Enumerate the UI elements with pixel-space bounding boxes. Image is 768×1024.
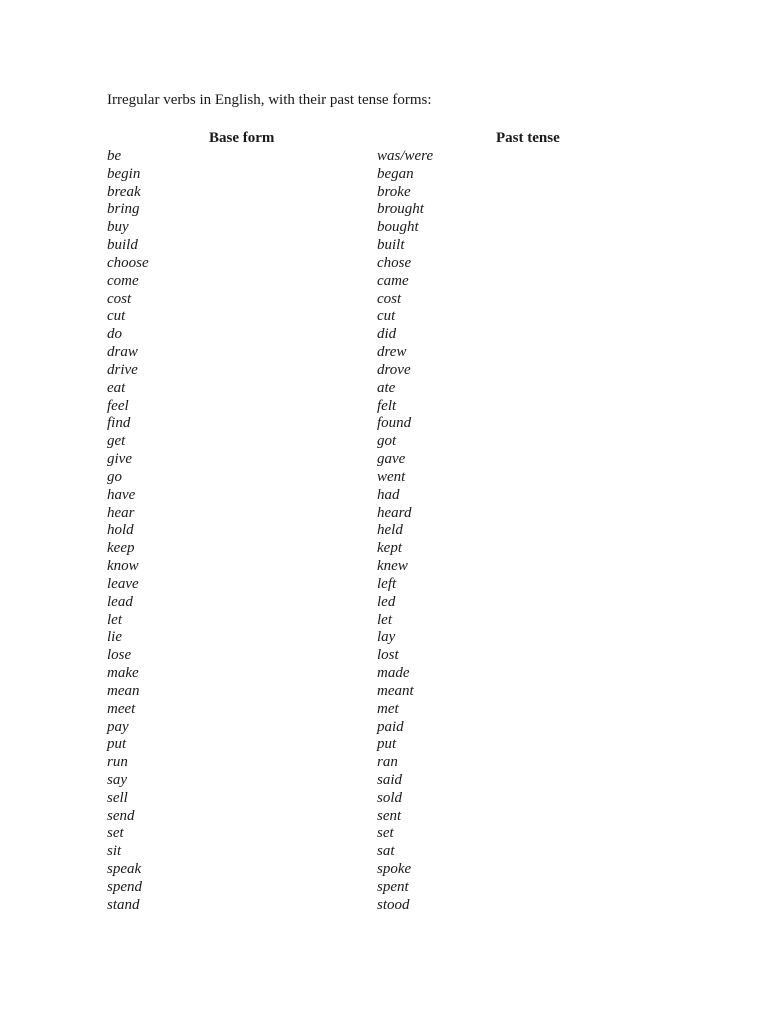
verb-row bbox=[107, 824, 667, 842]
verb-row bbox=[107, 807, 667, 825]
verb-row bbox=[107, 254, 667, 272]
verb-row bbox=[107, 432, 667, 450]
past-tense-cell: spent bbox=[377, 878, 409, 895]
past-tense-cell: led bbox=[377, 593, 396, 610]
base-form-cell: begin bbox=[107, 165, 141, 182]
verb-row bbox=[107, 718, 667, 736]
past-tense-cell: cost bbox=[377, 290, 402, 307]
past-tense-cell: let bbox=[377, 611, 392, 628]
base-form-cell: give bbox=[107, 451, 132, 468]
past-tense-cell: met bbox=[377, 700, 399, 717]
verb-row bbox=[107, 361, 667, 379]
base-form-cell: meet bbox=[107, 700, 136, 717]
base-form-cell: feel bbox=[107, 397, 129, 414]
verb-row bbox=[107, 646, 667, 664]
base-form-cell: cost bbox=[107, 290, 132, 307]
base-form-cell: break bbox=[107, 183, 141, 200]
verb-table bbox=[107, 147, 667, 914]
verb-row bbox=[107, 272, 667, 290]
past-tense-cell: held bbox=[377, 522, 403, 539]
past-tense-header: Past tense bbox=[496, 130, 560, 146]
verb-row bbox=[107, 307, 667, 325]
intro-text: Irregular verbs in English, with their past tense forms: bbox=[107, 92, 432, 108]
past-tense-cell: stood bbox=[377, 896, 410, 913]
verb-row bbox=[107, 379, 667, 397]
past-tense-cell: came bbox=[377, 272, 409, 289]
base-form-cell: draw bbox=[107, 344, 138, 361]
past-tense-cell: spoke bbox=[377, 861, 412, 878]
past-tense-cell: set bbox=[377, 825, 394, 842]
base-form-cell: lose bbox=[107, 647, 132, 664]
base-form-cell: do bbox=[107, 326, 122, 343]
past-tense-cell: was/were bbox=[377, 148, 434, 164]
past-tense-cell: found bbox=[377, 415, 412, 432]
verb-row bbox=[107, 200, 667, 218]
base-form-cell: eat bbox=[107, 379, 126, 396]
past-tense-cell: heard bbox=[377, 504, 412, 521]
base-form-cell: have bbox=[107, 486, 136, 503]
past-tense-cell: broke bbox=[377, 183, 411, 200]
past-tense-cell: chose bbox=[377, 254, 412, 271]
base-form-cell: choose bbox=[107, 254, 149, 271]
verb-row bbox=[107, 557, 667, 575]
base-form-cell: stand bbox=[107, 896, 140, 913]
past-tense-cell: kept bbox=[377, 540, 402, 557]
verb-row bbox=[107, 593, 667, 611]
past-tense-cell: paid bbox=[377, 718, 404, 735]
verb-row bbox=[107, 165, 667, 183]
verb-row bbox=[107, 842, 667, 860]
past-tense-cell: built bbox=[377, 237, 405, 254]
base-form-cell: lie bbox=[107, 629, 122, 646]
past-tense-cell: said bbox=[377, 771, 403, 788]
verb-row bbox=[107, 860, 667, 878]
base-form-cell: bring bbox=[107, 201, 140, 218]
base-form-cell: put bbox=[107, 736, 127, 753]
verb-row bbox=[107, 575, 667, 593]
verb-row bbox=[107, 397, 667, 415]
base-form-cell: hear bbox=[107, 504, 135, 521]
verb-row bbox=[107, 628, 667, 646]
base-form-cell: pay bbox=[107, 718, 129, 735]
past-tense-cell: felt bbox=[377, 397, 397, 414]
base-form-cell: come bbox=[107, 272, 139, 289]
past-tense-cell: went bbox=[377, 468, 406, 485]
base-form-cell: build bbox=[107, 237, 138, 254]
verb-row bbox=[107, 236, 667, 254]
verb-row bbox=[107, 414, 667, 432]
base-form-cell: spend bbox=[107, 878, 142, 895]
past-tense-cell: bought bbox=[377, 219, 419, 236]
verb-row bbox=[107, 521, 667, 539]
past-tense-cell: ran bbox=[377, 754, 398, 771]
verb-row bbox=[107, 468, 667, 486]
verb-row bbox=[107, 700, 667, 718]
base-form-cell: be bbox=[107, 148, 122, 164]
base-form-cell: know bbox=[107, 558, 139, 575]
verb-row bbox=[107, 343, 667, 361]
past-tense-cell: lost bbox=[377, 647, 399, 664]
base-form-cell: go bbox=[107, 468, 122, 485]
past-tense-cell: sent bbox=[377, 807, 402, 824]
verb-row bbox=[107, 682, 667, 700]
verb-row bbox=[107, 789, 667, 807]
past-tense-cell: lay bbox=[377, 629, 396, 646]
verb-row bbox=[107, 539, 667, 557]
past-tense-cell: sat bbox=[377, 843, 395, 860]
past-tense-cell: put bbox=[377, 736, 397, 753]
base-form-cell: hold bbox=[107, 522, 134, 539]
past-tense-cell: made bbox=[377, 665, 410, 682]
verb-row bbox=[107, 218, 667, 236]
base-form-cell: let bbox=[107, 611, 122, 628]
base-form-cell: set bbox=[107, 825, 124, 842]
verb-row bbox=[107, 753, 667, 771]
past-tense-cell: sold bbox=[377, 789, 403, 806]
verb-row bbox=[107, 504, 667, 522]
past-tense-cell: drove bbox=[377, 361, 411, 378]
past-tense-cell: left bbox=[377, 575, 397, 592]
verb-row bbox=[107, 147, 667, 165]
past-tense-cell: had bbox=[377, 486, 400, 503]
verb-row bbox=[107, 771, 667, 789]
past-tense-cell: ate bbox=[377, 379, 396, 396]
base-form-cell: lead bbox=[107, 593, 133, 610]
past-tense-cell: began bbox=[377, 165, 414, 182]
base-form-cell: run bbox=[107, 754, 128, 771]
base-form-cell: drive bbox=[107, 361, 138, 378]
base-form-cell: find bbox=[107, 415, 131, 432]
verb-row bbox=[107, 290, 667, 308]
base-form-cell: say bbox=[107, 771, 127, 788]
base-form-cell: buy bbox=[107, 219, 129, 236]
verb-row bbox=[107, 878, 667, 896]
verb-row bbox=[107, 183, 667, 201]
past-tense-cell: gave bbox=[377, 451, 406, 468]
base-form-cell: leave bbox=[107, 575, 139, 592]
base-form-cell: make bbox=[107, 665, 139, 682]
base-form-header: Base form bbox=[209, 130, 275, 146]
verb-row bbox=[107, 664, 667, 682]
base-form-cell: speak bbox=[107, 861, 142, 878]
base-form-cell: keep bbox=[107, 540, 135, 557]
past-tense-cell: cut bbox=[377, 308, 396, 325]
verb-row bbox=[107, 735, 667, 753]
verb-row bbox=[107, 896, 667, 914]
verb-row bbox=[107, 486, 667, 504]
verb-row bbox=[107, 325, 667, 343]
past-tense-cell: did bbox=[377, 326, 397, 343]
past-tense-cell: knew bbox=[377, 558, 408, 575]
base-form-cell: cut bbox=[107, 308, 126, 325]
verb-row bbox=[107, 450, 667, 468]
base-form-cell: send bbox=[107, 807, 135, 824]
past-tense-cell: got bbox=[377, 433, 397, 450]
base-form-cell: sell bbox=[107, 789, 128, 806]
base-form-cell: mean bbox=[107, 682, 140, 699]
past-tense-cell: drew bbox=[377, 344, 407, 361]
past-tense-cell: meant bbox=[377, 682, 414, 699]
verb-row bbox=[107, 611, 667, 629]
base-form-cell: get bbox=[107, 433, 126, 450]
base-form-cell: sit bbox=[107, 843, 122, 860]
past-tense-cell: brought bbox=[377, 201, 424, 218]
